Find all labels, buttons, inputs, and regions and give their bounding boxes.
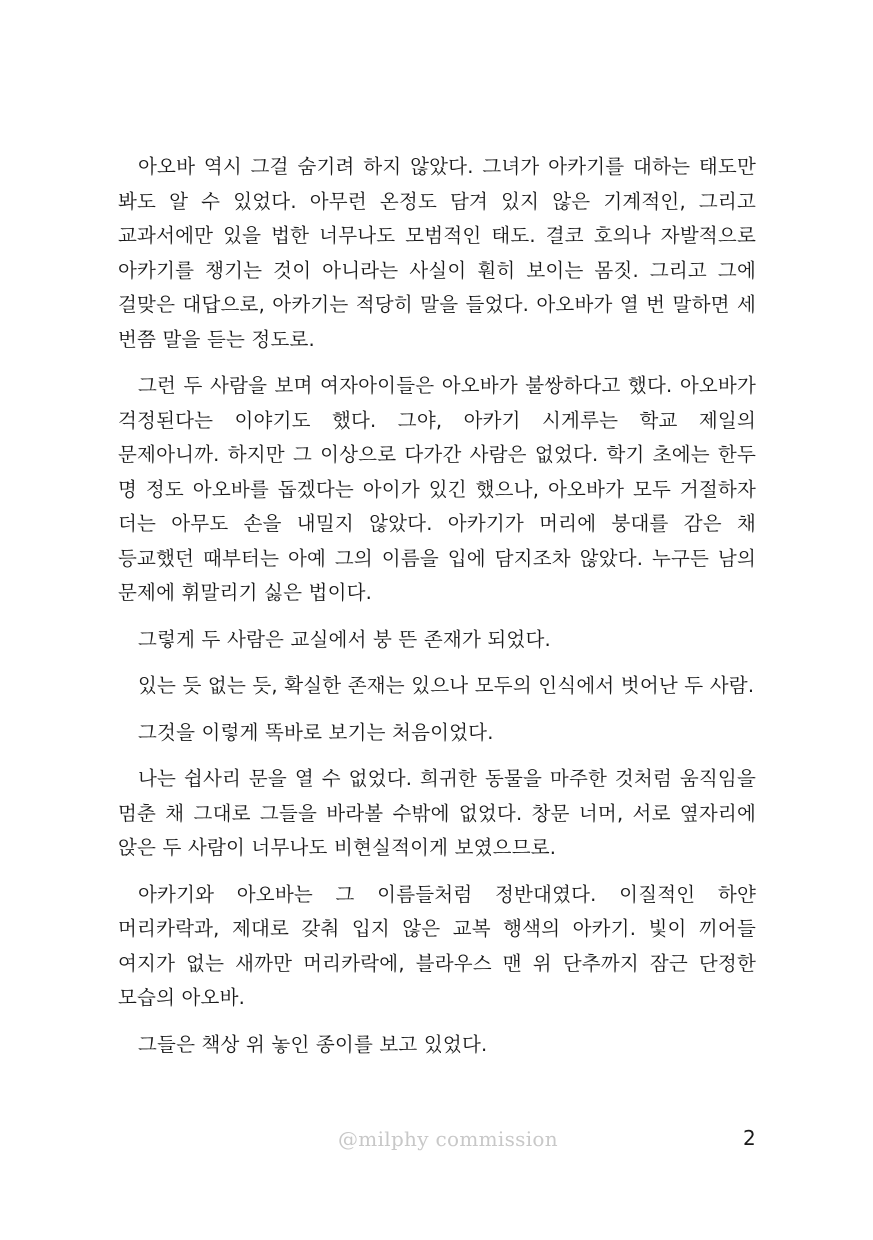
paragraph: 나는 쉽사리 문을 열 수 없었다. 희귀한 동물을 마주한 것처럼 움직임을 멈춘 채 그대로 그들을 바라볼 수밖에 없었다. 창문 너머, 서로 옆자리에 앉은 두 사람이 너무나도 비현실적이게 보였으므로. [118, 767, 756, 859]
paragraph: 아오바 역시 그걸 숨기려 하지 않았다. 그녀가 아카기를 대하는 태도만 봐도 알 수 있었다. 아무런 온정도 담겨 있지 않은 기계적인, 그리고 교과서에만 있을 법한 너무나도 모범적인 태도. 결코 호의나 자발적으로 아카기를 챙기는 것이 아니라는 사실이 훤히 보이는 몸짓. 그리고 그에 걸맞은 대답으로, 아카기는 적당히 말을 들었다. 아오바가 열 번 말하면 세 번쯤 말을 듣는 정도로. [118, 155, 756, 351]
paragraph: 그들은 책상 위 놓인 종이를 보고 있었다. [138, 1032, 488, 1056]
paragraph: 있는 듯 없는 듯, 확실한 존재는 있으나 모두의 인식에서 벗어난 두 사람. [138, 674, 755, 697]
paragraph: 그렇게 두 사람은 교실에서 붕 뜬 존재가 되었다. [138, 627, 551, 651]
paragraph: 그것을 이렇게 똑바로 보기는 처음이었다. [138, 720, 494, 744]
body-text [118, 150, 756, 1074]
paragraph: 그런 두 사람을 보며 여자아이들은 아오바가 불쌍하다고 했다. 아오바가 걱정된다는 이야기도 했다. 그야, 아카기 시게루는 학교 제일의 문제아니까. 하지만 그 이상으로 다가간 사람은 없었다. 학기 초에는 한두 명 정도 아오바를 돕겠다는 아이가 있긴 했으나, 아오바가 모두 거절하자 더는 아무도 손을 내밀지 않았다. 아카기가 머리에 붕대를 감은 채 등교했던 때부터는 아예 그의 이름을 입에 담지조차 않았다. 누구든 남의 문제에 휘말리기 싫은 법이다. [118, 374, 756, 604]
paragraph: 아카기와 아오바는 그 이름들처럼 정반대였다. 이질적인 하얀 머리카락과, 제대로 갖춰 입지 않은 교복 행색의 아카기. 빛이 끼어들 여지가 없는 새까만 머리카락에, 블라우스 맨 위 단추까지 잠근 단정한 모습의 아오바. [118, 882, 756, 1009]
page-number: 2 [743, 1126, 756, 1150]
watermark: @milphy commission [338, 1127, 558, 1151]
